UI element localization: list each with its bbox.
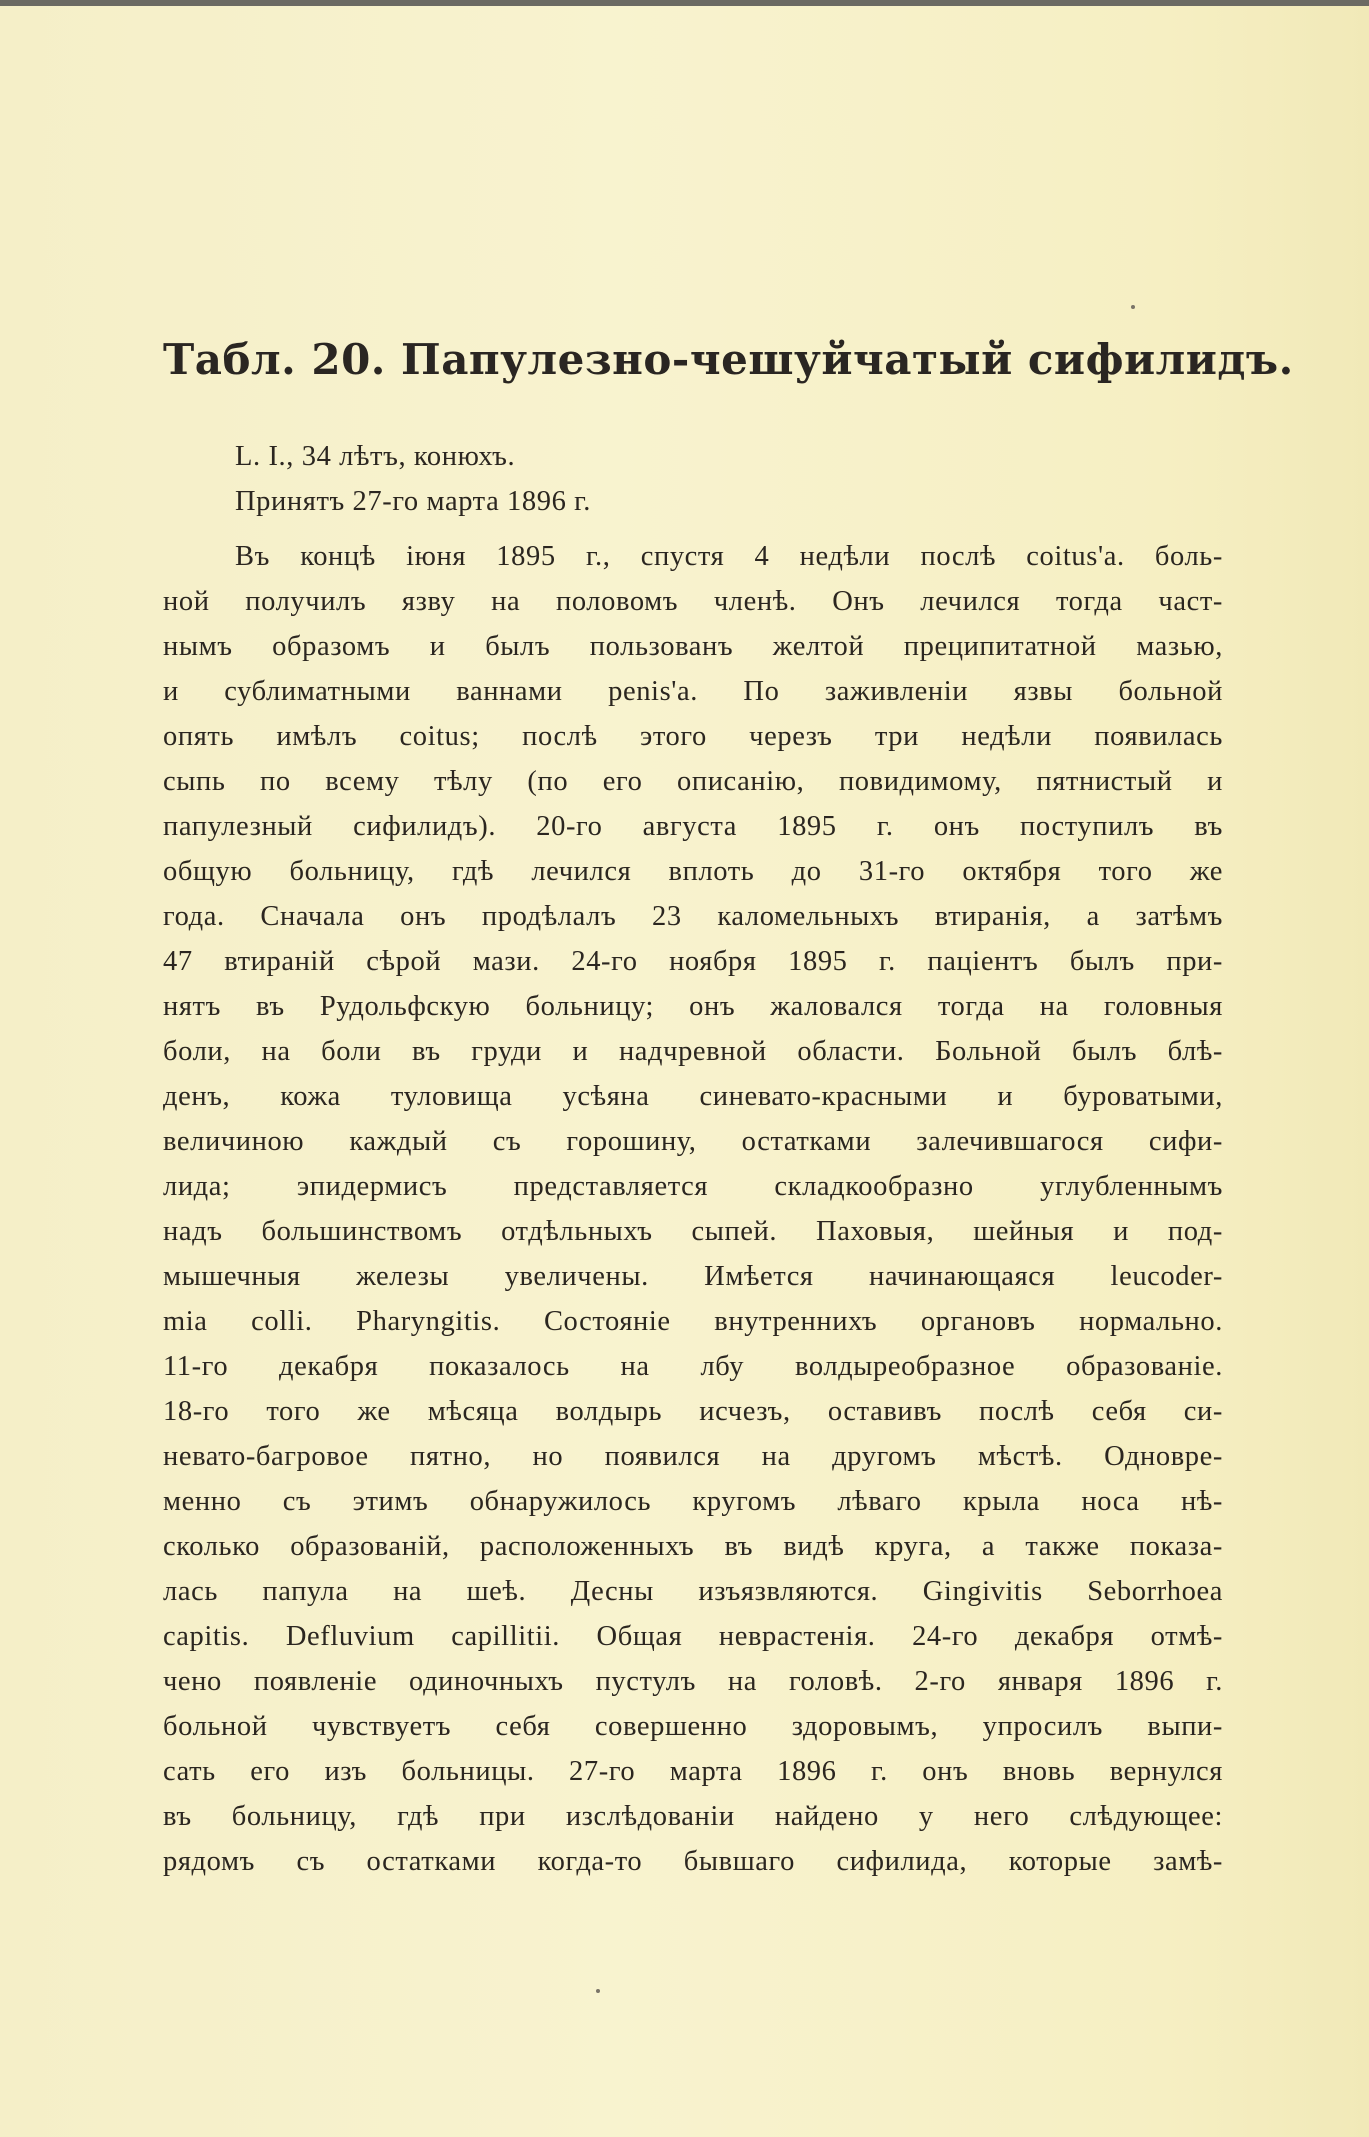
text-line: ной получилъ язву на половомъ членѣ. Онъ лечился тогда част- — [163, 586, 1223, 617]
admission-date-line: Принятъ 27-го марта 1896 г. — [235, 486, 591, 517]
text-line: больной чувствуетъ себя совершенно здоровымъ, упросилъ выпи- — [163, 1711, 1223, 1742]
paragraph-gap — [163, 524, 1223, 534]
text-line: нымъ образомъ и былъ пользованъ желтой преципитатной мазью, — [163, 631, 1223, 662]
text-line: 18-го того же мѣсяца волдырь исчезъ, оставивъ послѣ себя си- — [163, 1396, 1223, 1427]
text-line: mia colli. Pharyngitis. Состояніе внутреннихъ органовъ нормально. — [163, 1306, 1223, 1337]
text-line: въ больницу, гдѣ при изслѣдованіи найдено у него слѣдующее: — [163, 1801, 1223, 1832]
text-line: величиною каждый съ горошину, остатками залечившагося сифи- — [163, 1126, 1223, 1157]
text-line: сколько образованій, расположенныхъ въ видѣ круга, а также показа- — [163, 1531, 1223, 1562]
paper-speck — [1131, 305, 1135, 309]
text-line: менно съ этимъ обнаружилось кругомъ лѣваго крыла носа нѣ- — [163, 1486, 1223, 1517]
text-line: рядомъ съ остатками когда-то бывшаго сифилида, которые замѣ- — [163, 1846, 1223, 1877]
text-line: чено появленіе одиночныхъ пустулъ на головѣ. 2-го января 1896 г. — [163, 1666, 1223, 1697]
text-line: невато-багровое пятно, но появился на другомъ мѣстѣ. Одновре- — [163, 1441, 1223, 1472]
text-line: и сублиматными ваннами penis'а. По заживленіи язвы больной — [163, 676, 1223, 707]
paper-speck — [596, 1989, 600, 1993]
text-line: сать его изъ больницы. 27-го марта 1896 г. онъ вновь вернулся — [163, 1756, 1223, 1787]
text-line: опять имѣлъ coitus; послѣ этого черезъ три недѣли появилась — [163, 721, 1223, 752]
patient-info-line: L. I., 34 лѣтъ, конюхъ. — [235, 441, 516, 472]
text-line: лась папула на шеѣ. Десны изъязвляются. Gingivitis Seborrhoea — [163, 1576, 1223, 1607]
page-title: Табл. 20. Папулезно-чешуйчатый сифилидъ. — [163, 335, 1294, 384]
text-line: Въ концѣ іюня 1895 г., спустя 4 недѣли послѣ coitus'а. боль- — [235, 541, 1223, 572]
text-line: боли, на боли въ груди и надчревной области. Больной былъ блѣ- — [163, 1036, 1223, 1067]
text-line: capitis. Defluvium capillitii. Общая неврастенія. 24-го декабря отмѣ- — [163, 1621, 1223, 1652]
text-line: надъ большинствомъ отдѣльныхъ сыпей. Паховыя, шейныя и под- — [163, 1216, 1223, 1247]
text-line: сыпь по всему тѣлу (по его описанію, повидимому, пятнистый и — [163, 766, 1223, 797]
text-line: 11-го декабря показалось на лбу волдыреобразное образованіе. — [163, 1351, 1223, 1382]
text-line: общую больницу, гдѣ лечился вплоть до 31-го октября того же — [163, 856, 1223, 887]
document-page — [163, 330, 1294, 1884]
page-top-edge — [0, 0, 1369, 6]
text-line: лида; эпидермисъ представляется складкообразно углубленнымъ — [163, 1171, 1223, 1202]
text-line: папулезный сифилидъ). 20-го августа 1895 г. онъ поступилъ въ — [163, 811, 1223, 842]
text-line: 47 втираній сѣрой мази. 24-го ноября 1895 г. паціентъ былъ при- — [163, 946, 1223, 977]
text-line: нятъ въ Рудольфскую больницу; онъ жаловался тогда на головныя — [163, 991, 1223, 1022]
text-line: мышечныя железы увеличены. Имѣется начинающаяся leucoder- — [163, 1261, 1223, 1292]
text-line: года. Сначала онъ продѣлалъ 23 каломельныхъ втиранія, а затѣмъ — [163, 901, 1223, 932]
text-line: денъ, кожа туловища усѣяна синевато-красными и буроватыми, — [163, 1081, 1223, 1112]
case-history-paragraph — [163, 534, 1223, 1884]
